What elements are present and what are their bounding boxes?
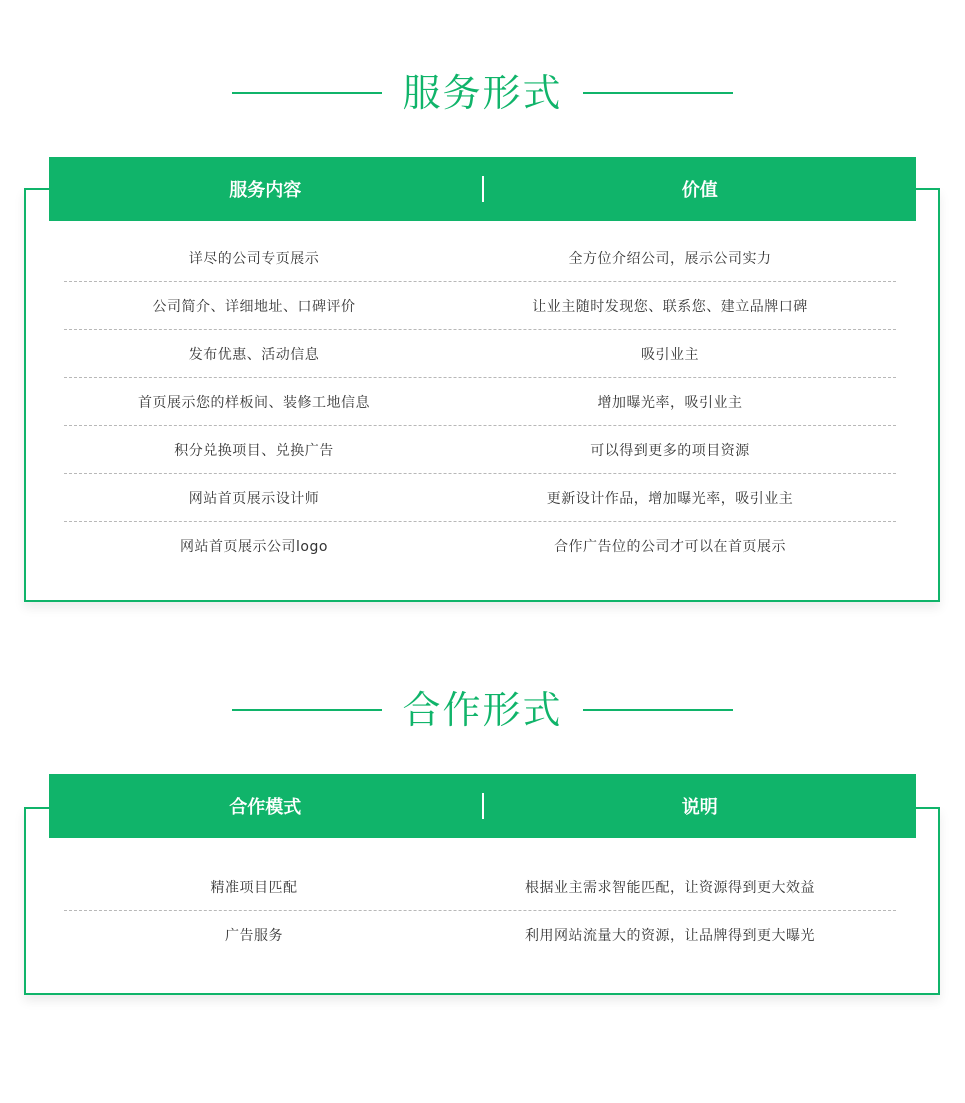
table-cell-left: 积分兑换项目、兑换广告 xyxy=(174,442,334,459)
table-row xyxy=(64,474,896,522)
table-cell-left: 精准项目匹配 xyxy=(210,879,298,896)
cooperation-header-mode: 合作模式 xyxy=(229,797,302,818)
table-row xyxy=(64,863,896,911)
title-line-right xyxy=(583,709,733,711)
service-header-content: 服务内容 xyxy=(229,180,302,201)
table-cell-right: 增加曝光率，吸引业主 xyxy=(597,394,743,411)
table-row xyxy=(64,234,896,282)
table-row xyxy=(64,378,896,426)
table-cell-left: 首页展示您的样板间、装修工地信息 xyxy=(138,394,370,411)
table-row xyxy=(64,522,896,569)
table-cell-left: 广告服务 xyxy=(225,927,283,944)
cooperation-section-title xyxy=(0,685,965,735)
title-line-left xyxy=(232,92,382,94)
cooperation-table-header xyxy=(49,774,916,838)
table-row xyxy=(64,282,896,330)
table-cell-right: 可以得到更多的项目资源 xyxy=(590,442,750,459)
table-cell-right: 合作广告位的公司才可以在首页展示 xyxy=(554,538,786,555)
title-line-left xyxy=(232,709,382,711)
service-table-rows xyxy=(64,234,896,569)
table-cell-left: 网站首页展示公司logo xyxy=(180,538,328,555)
table-row xyxy=(64,330,896,378)
table-cell-left: 网站首页展示设计师 xyxy=(188,490,320,507)
table-cell-right: 利用网站流量大的资源，让品牌得到更大曝光 xyxy=(525,927,815,944)
cooperation-header-desc: 说明 xyxy=(681,797,718,818)
service-table-header xyxy=(49,157,916,221)
table-cell-right: 更新设计作品，增加曝光率，吸引业主 xyxy=(546,490,794,507)
table-row xyxy=(64,911,896,958)
table-cell-right: 全方位介绍公司，展示公司实力 xyxy=(568,250,772,267)
table-cell-left: 详尽的公司专页展示 xyxy=(188,250,320,267)
title-line-right xyxy=(583,92,733,94)
service-header-value: 价值 xyxy=(681,180,718,201)
table-cell-right: 让业主随时发现您、联系您、建立品牌口碑 xyxy=(532,298,808,315)
table-cell-right: 吸引业主 xyxy=(641,346,699,363)
cooperation-table-rows xyxy=(64,863,896,958)
service-title: 服务形式 xyxy=(402,71,563,115)
table-cell-left: 发布优惠、活动信息 xyxy=(188,346,320,363)
table-row xyxy=(64,426,896,474)
service-section-title xyxy=(0,68,965,118)
table-cell-right: 根据业主需求智能匹配，让资源得到更大效益 xyxy=(525,879,815,896)
table-cell-left: 公司简介、详细地址、口碑评价 xyxy=(152,298,356,315)
cooperation-title: 合作形式 xyxy=(402,688,563,732)
